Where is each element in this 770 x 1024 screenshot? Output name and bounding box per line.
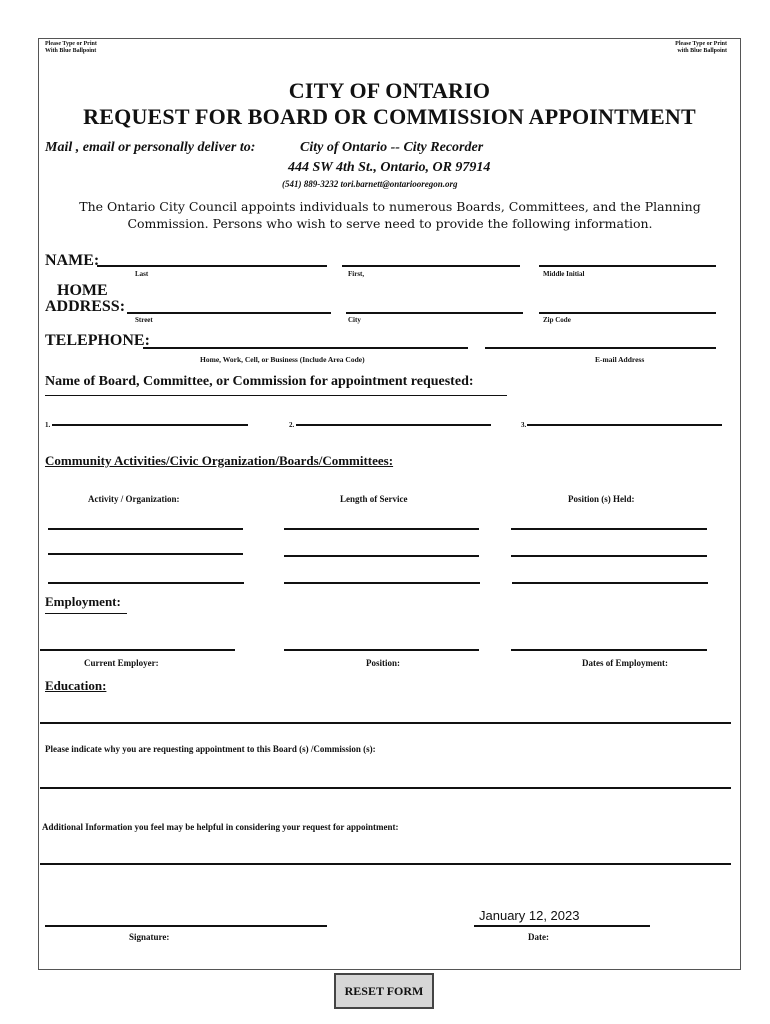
- recipient-contact: (541) 889-3232 tori.barnett@ontariooregon.org: [282, 179, 458, 189]
- employment-position-hint: Position:: [366, 658, 401, 668]
- reset-form-button[interactable]: RESET FORM: [334, 973, 434, 1009]
- middle-initial-hint: Middle Initial: [543, 270, 585, 278]
- employment-dates-hint: Dates of Employment:: [582, 658, 668, 668]
- position-line-1: [511, 528, 707, 530]
- city-field[interactable]: [346, 299, 523, 313]
- choice-3-line: [527, 424, 722, 426]
- position-line-2: [511, 555, 707, 557]
- first-name-line: [342, 265, 520, 267]
- email-line: [485, 347, 716, 349]
- zip-line: [539, 312, 716, 314]
- form-title: REQUEST FOR BOARD OR COMMISSION APPOINTMENT: [83, 104, 696, 129]
- telephone-hint: Home, Work, Cell, or Business (Include Area Code): [200, 355, 365, 364]
- choice-1-line: [52, 424, 248, 426]
- last-name-hint: Last: [135, 270, 149, 278]
- education-line: [40, 722, 731, 724]
- activity-line-1: [48, 528, 243, 530]
- home-label: HOME: [57, 282, 108, 299]
- first-name-hint: First,: [348, 270, 365, 278]
- date-field[interactable]: January 12, 2023: [479, 908, 580, 923]
- city-hint: City: [348, 316, 361, 324]
- mail-instruction: Mail , email or personally deliver to:: [45, 140, 256, 155]
- employment-position-line: [284, 649, 479, 651]
- choice-2-line: [296, 424, 491, 426]
- street-line: [127, 312, 331, 314]
- employment-dates-field[interactable]: [511, 636, 707, 650]
- employment-dates-line: [511, 649, 707, 651]
- zip-field[interactable]: [539, 299, 716, 313]
- city-line: [346, 312, 523, 314]
- activity-line-3: [48, 582, 244, 584]
- signature-hint: Signature:: [129, 932, 170, 942]
- reason-line: [40, 787, 731, 789]
- education-label: Education:: [45, 678, 107, 693]
- choice-1-number: 1.: [45, 421, 51, 429]
- signature-line: [45, 925, 327, 927]
- telephone-line: [143, 347, 468, 349]
- length-line-2: [284, 555, 479, 557]
- recipient: City of Ontario -- City Recorder: [300, 140, 484, 155]
- employer-line: [40, 649, 235, 651]
- length-field-2[interactable]: [284, 540, 479, 554]
- street-hint: Street: [135, 316, 153, 324]
- position-field-2[interactable]: [511, 540, 707, 554]
- email-hint: E-mail Address: [595, 355, 645, 364]
- employer-hint: Current Employer:: [84, 658, 159, 668]
- zip-hint: Zip Code: [543, 316, 571, 324]
- choice-2-number: 2.: [289, 421, 295, 429]
- community-label: Community Activities/Civic Organization/Boards/Committees:: [45, 453, 394, 468]
- position-field-3[interactable]: [512, 569, 708, 583]
- position-column-header: Position (s) Held:: [568, 494, 635, 504]
- additional-field[interactable]: [40, 850, 731, 864]
- length-column-header: Length of Service: [340, 494, 408, 504]
- employment-position-field[interactable]: [284, 636, 479, 650]
- last-name-field[interactable]: [97, 252, 327, 266]
- date-line: [474, 925, 650, 927]
- position-field-1[interactable]: [511, 515, 707, 529]
- street-field[interactable]: [127, 299, 331, 313]
- recipient-address: 444 SW 4th St., Ontario, OR 97914: [288, 160, 491, 175]
- date-hint: Date:: [528, 932, 549, 942]
- additional-line: [40, 863, 731, 865]
- telephone-label: TELEPHONE:: [45, 332, 150, 349]
- education-field[interactable]: [40, 708, 731, 722]
- email-field[interactable]: [485, 334, 716, 348]
- middle-initial-line: [539, 265, 716, 267]
- name-label: NAME:: [45, 252, 100, 269]
- middle-initial-field[interactable]: [539, 252, 716, 266]
- employment-underline: [45, 613, 127, 614]
- telephone-field[interactable]: [143, 334, 468, 348]
- type-print-note-left: Please Type or Print With Blue Ballpoint: [45, 41, 97, 54]
- reason-label: Please indicate why you are requesting appointment to this Board (s) /Commission (s):: [45, 744, 376, 754]
- type-print-note-right: Please Type or Print with Blue Ballpoint: [675, 41, 727, 54]
- length-line-3: [284, 582, 480, 584]
- intro-text: The Ontario City Council appoints individuals to numerous Boards, Committees, and the Planning Commission. Persons who wish to serve need to provide the following information.: [79, 199, 701, 231]
- length-field-3[interactable]: [284, 569, 480, 583]
- board-request-label: Name of Board, Committee, or Commission for appointment requested:: [45, 374, 474, 389]
- position-line-3: [512, 582, 708, 584]
- reason-field[interactable]: [40, 774, 731, 788]
- length-field-1[interactable]: [284, 515, 479, 529]
- employment-label: Employment:: [45, 594, 121, 609]
- additional-label: Additional Information you feel may be helpful in considering your request for appointment:: [42, 822, 399, 832]
- choice-3-number: 3.: [521, 421, 527, 429]
- activity-column-header: Activity / Organization:: [88, 494, 180, 504]
- address-label: ADDRESS:: [45, 298, 126, 315]
- first-name-field[interactable]: [342, 252, 520, 266]
- city-title: CITY OF ONTARIO: [288, 78, 491, 103]
- activity-field-1[interactable]: [48, 515, 243, 529]
- length-line-1: [284, 528, 479, 530]
- signature-field[interactable]: [45, 912, 327, 926]
- activity-field-2[interactable]: [48, 540, 243, 554]
- board-request-underline: [45, 395, 507, 396]
- activity-line-2: [48, 553, 243, 555]
- last-name-line: [97, 265, 327, 267]
- employer-field[interactable]: [40, 636, 235, 650]
- activity-field-3[interactable]: [48, 569, 244, 583]
